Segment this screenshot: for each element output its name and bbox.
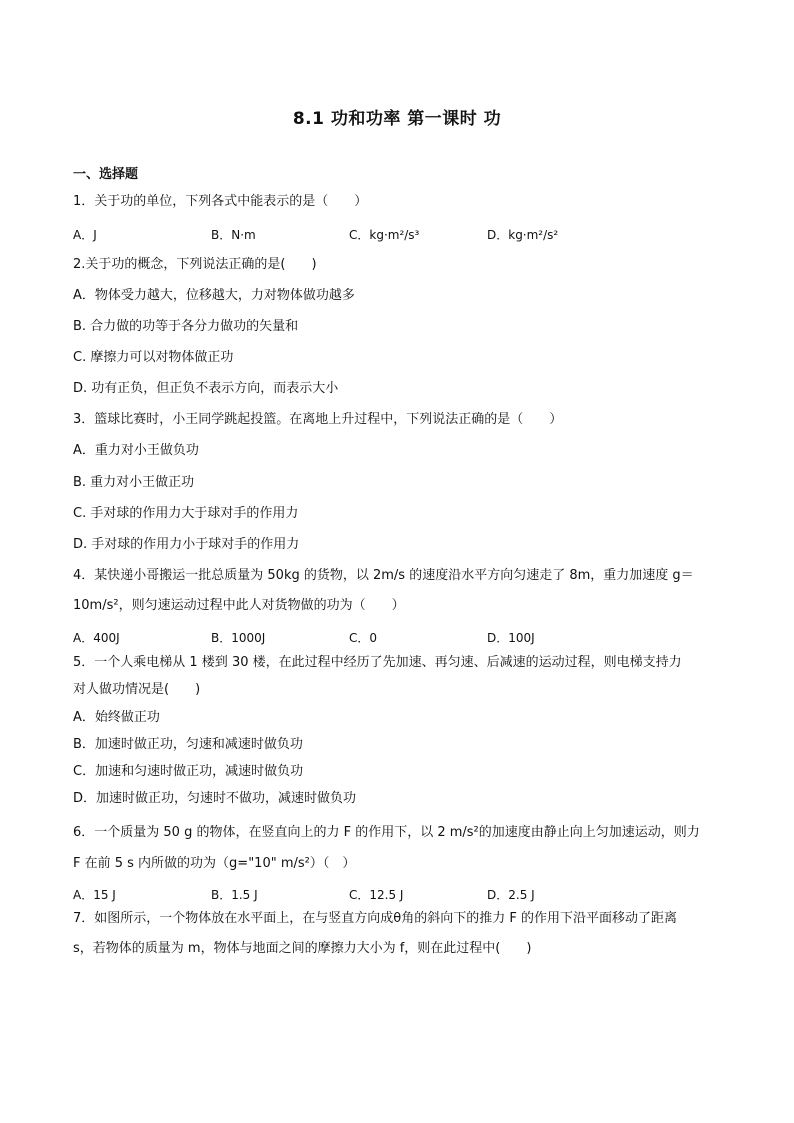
question-5-stem-line-1: 5．一个人乘电梯从 1 楼到 30 楼，在此过程中经历了先加速、再匀速、后减速的运动过程，则电梯支持力 [73,655,682,670]
question-1-option-d: D．kg·m²/s² [487,228,559,242]
question-6-stem-line-1: 6．一个质量为 50 g 的物体，在竖直向上的力 F 的作用下，以 2 m/s²的加速度由静止向上匀加速运动，则力 [73,825,700,840]
question-7-stem-line-2: s，若物体的质量为 m，物体与地面之间的摩擦力大小为 f，则在此过程中( ) [73,941,532,956]
section-heading: 一、选择题 [73,167,139,182]
question-2-option-a: A．物体受力越大，位移越大，力对物体做功越多 [73,288,355,303]
question-4-option-a: A．400J [73,631,120,645]
question-4-option-c: C．0 [349,631,378,645]
question-5-option-d: D．加速时做正功，匀速时不做功，减速时做负功 [73,791,357,806]
question-2-option-c: C. 摩擦力可以对物体做正功 [73,350,234,365]
question-6-option-b: B．1.5 J [211,888,258,902]
question-6-stem-line-2: F 在前 5 s 内所做的功为（g="10" m/s²）（ ） [73,856,356,871]
question-3-option-c: C. 手对球的作用力大于球对手的作用力 [73,506,299,521]
question-1-stem: 1．关于功的单位，下列各式中能表示的是（ ） [73,194,368,209]
question-1-option-a: A．J [73,228,97,242]
question-4-option-b: B．1000J [211,631,266,645]
question-3-stem: 3．篮球比赛时，小王同学跳起投篮。在离地上升过程中，下列说法正确的是（ ） [73,412,563,427]
question-5-option-a: A．始终做正功 [73,710,160,725]
question-3-option-a: A．重力对小王做负功 [73,443,199,458]
question-3-option-b: B. 重力对小王做正功 [73,475,195,490]
question-1-option-b: B．N·m [211,228,256,242]
question-6-option-c: C．12.5 J [349,888,404,902]
question-4-stem-line-1: 4．某快递小哥搬运一批总质量为 50kg 的货物，以 2m/s 的速度沿水平方向匀速走了 8m，重力加速度 g＝ [73,568,694,583]
question-6-option-d: D．2.5 J [487,888,535,902]
document-title: 8.1 功和功率 第一课时 功 [292,109,502,129]
question-5-stem-line-2: 对人做功情况是( ) [73,682,201,697]
question-2-option-d: D. 功有正负，但正负不表示方向，而表示大小 [73,381,339,396]
question-4-option-d: D．100J [487,631,535,645]
question-5-option-c: C．加速和匀速时做正功，减速时做负功 [73,764,304,779]
question-2-stem: 2.关于功的概念，下列说法正确的是( ) [73,257,317,272]
question-5-option-b: B．加速时做正功，匀速和减速时做负功 [73,737,303,752]
question-2-option-b: B. 合力做的功等于各分力做功的矢量和 [73,319,299,334]
question-3-option-d: D. 手对球的作用力小于球对手的作用力 [73,537,300,552]
question-4-stem-line-2: 10m/s²，则匀速运动过程中此人对货物做的功为（ ） [73,598,405,613]
question-7-stem-line-1: 7．如图所示，一个物体放在水平面上，在与竖直方向成θ角的斜向下的推力 F 的作用下沿平面移动了距离 [73,911,677,926]
question-1-option-c: C．kg·m²/s³ [349,228,420,242]
question-6-option-a: A．15 J [73,888,116,902]
